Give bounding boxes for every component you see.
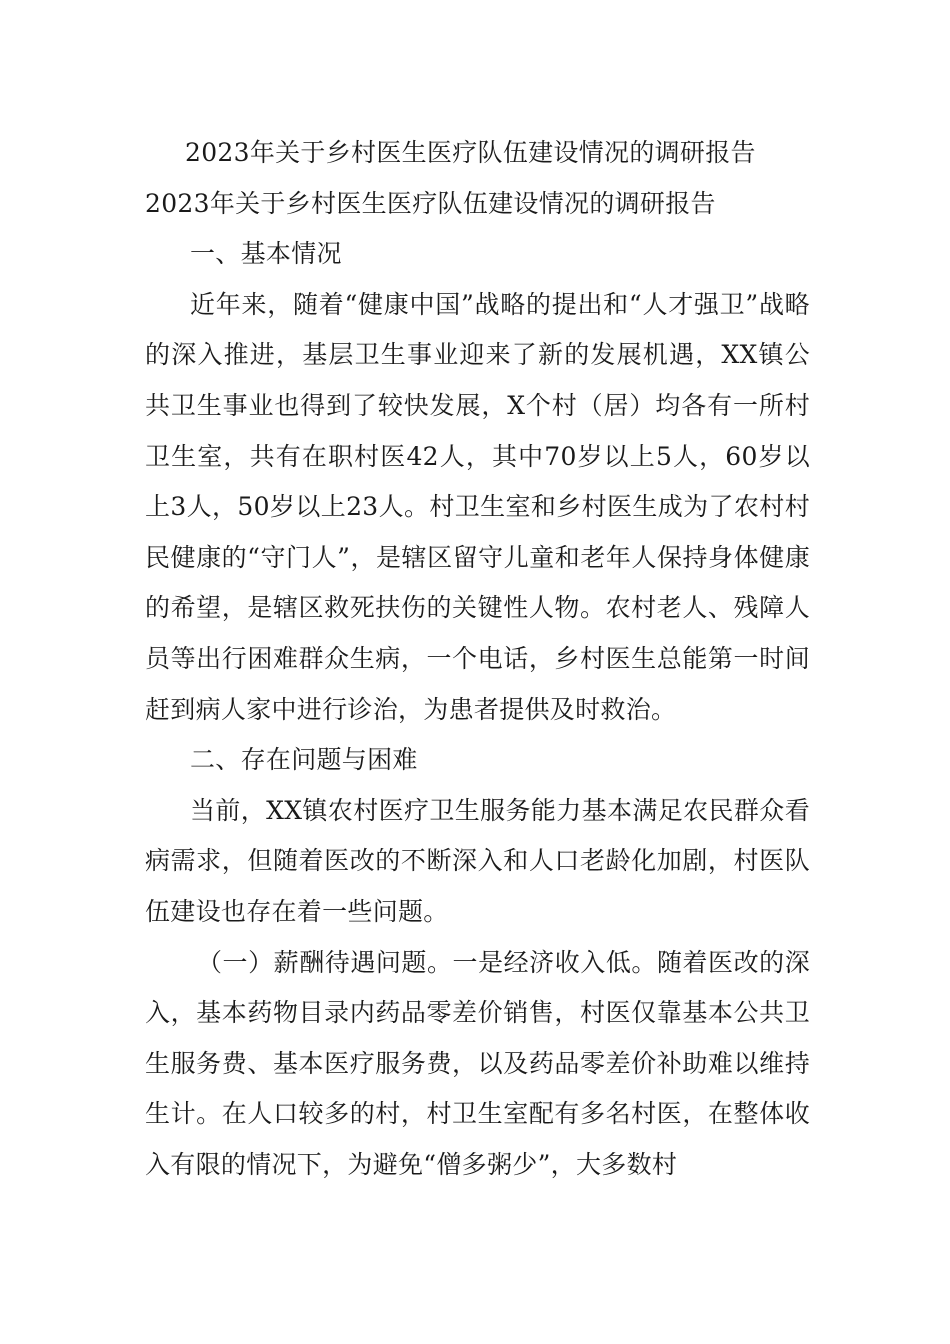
document-body	[145, 128, 810, 1190]
paragraph-salary-issue: （一）薪酬待遇问题。一是经济收入低。随着医改的深入，基本药物目录内药品零差价销售，村医仅靠基本公共卫生服务费、基本医疗服务费，以及药品零差价补助难以维持生计。在人口较多的村，村卫生室配有多名村医，在整体收入有限的情况下，为避免“僧多粥少”，大多数村	[145, 947, 810, 1179]
section-heading-problems: 二、存在问题与困难	[190, 745, 418, 775]
document-title-repeat: 2023年关于乡村医生医疗队伍建设情况的调研报告	[145, 188, 716, 218]
paragraph-basic-situation: 近年来，随着“健康中国”战略的提出和“人才强卫”战略的深入推进，基层卫生事业迎来了新的发展机遇，XX镇公共卫生事业也得到了较快发展，X个村（居）均各有一所村卫生室，共有在职村医42人，其中70岁以上5人，60岁以上3人，50岁以上23人。村卫生室和乡村医生成为了农村村民健康的“守门人”，是辖区留守儿童和老年人保持身体健康的希望，是辖区救死扶伤的关键性人物。农村老人、残障人员等出行困难群众生病，一个电话，乡村医生总能第一时间赶到病人家中进行诊治，为患者提供及时救治。	[145, 289, 810, 724]
document-title: 2023年关于乡村医生医疗队伍建设情况的调研报告	[185, 138, 756, 167]
paragraph-problems-intro: 当前，XX镇农村医疗卫生服务能力基本满足农民群众看病需求，但随着医改的不断深入和人口老龄化加剧，村医队伍建设也存在着一些问题。	[145, 795, 810, 926]
section-heading-basic-situation: 一、基本情况	[190, 239, 342, 269]
